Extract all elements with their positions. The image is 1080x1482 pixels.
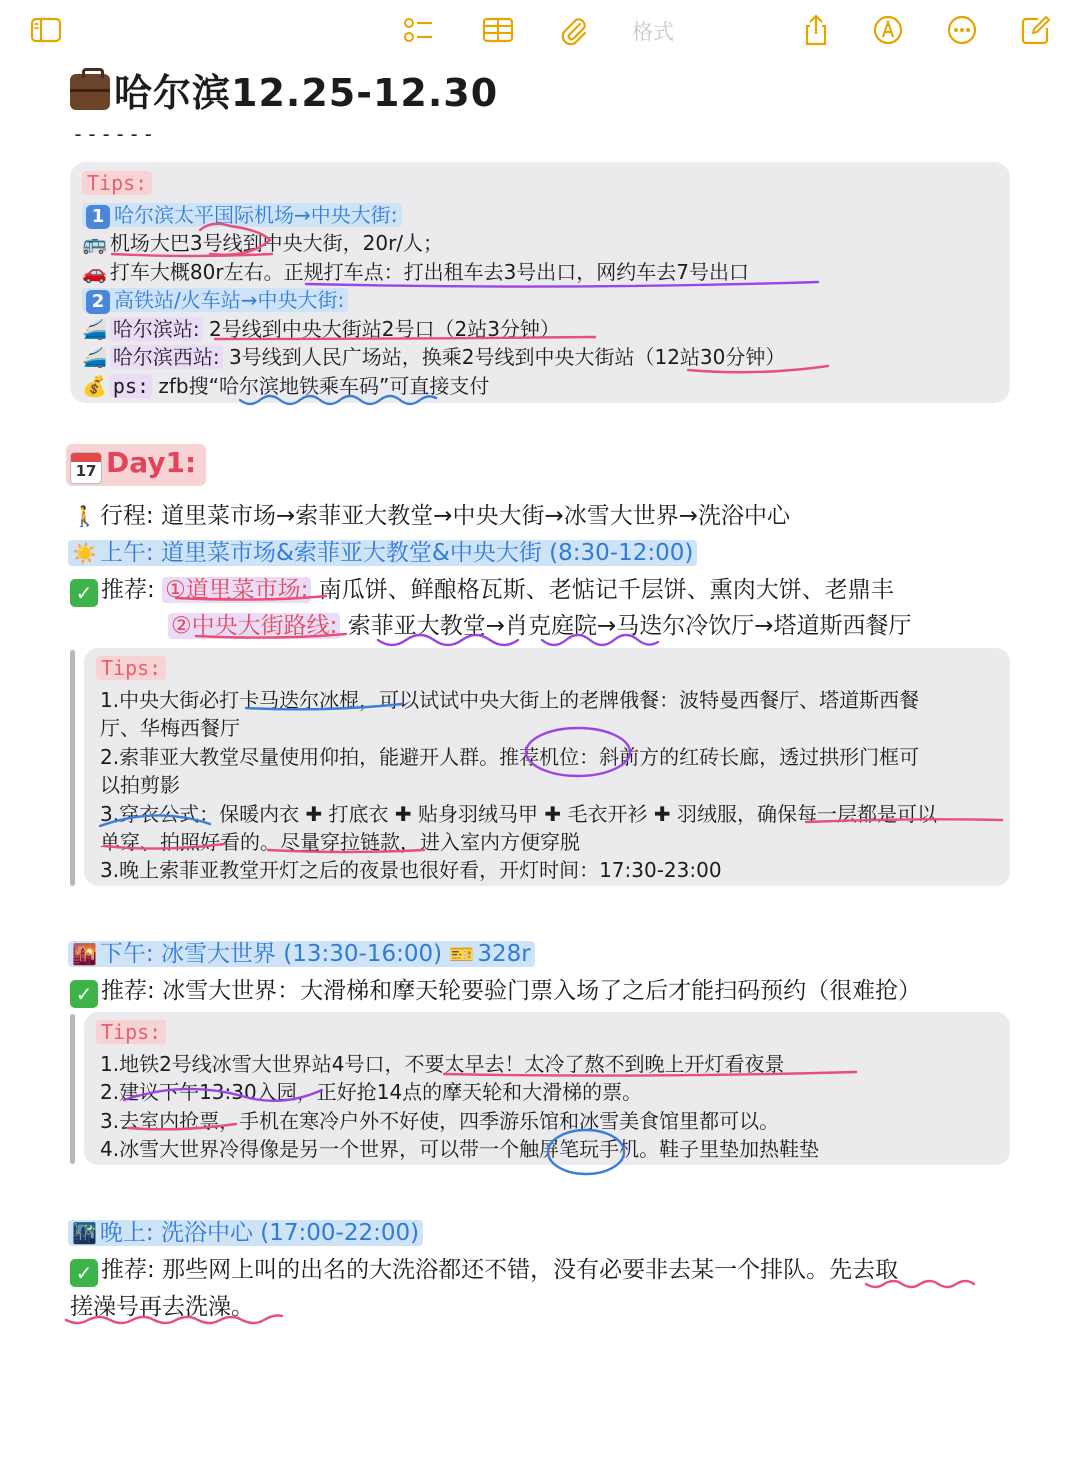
tip-line: 3.穿衣公式：保暖内衣 ✚ 打底衣 ✚ 贴身羽绒马甲 ✚ 毛衣开衫 ✚ 羽绒服，确保每一层都是可以	[100, 802, 937, 826]
tip-line: 厅、华梅西餐厅	[100, 716, 240, 740]
evening-rec-2: 搓澡号再去洗澡。	[70, 1294, 254, 1320]
tip-line: 3.去室内抢票，手机在寒冷户外不好使，四季游乐馆和冰雪美食馆里都可以。	[100, 1109, 780, 1133]
payment-line: 💰 ps: zfb搜“哈尔滨地铁乘车码”可直接支付	[82, 374, 490, 398]
quote-bar	[70, 650, 75, 886]
divider: ------	[72, 122, 157, 146]
train-icon: 🚄	[82, 317, 107, 341]
tips-label: Tips:	[82, 171, 152, 195]
day1-heading: 17 Day1:	[66, 444, 206, 486]
attachment-icon[interactable]	[553, 10, 593, 50]
tip-line: 4.冰雪大世界冷得像是另一个世界，可以带一个触屏笔玩手机。鞋子里垫加热鞋垫	[100, 1137, 820, 1161]
compose-icon[interactable]	[1016, 10, 1056, 50]
money-bag-icon: 💰	[82, 374, 107, 398]
calendar-icon: 17	[70, 452, 102, 484]
taxi-line: 🚗 打车大概80r左右。正规打车点：打出租车去3号出口，网约车去7号出口	[82, 260, 750, 284]
check-icon: ✓	[70, 1259, 98, 1287]
tips-label: Tips:	[96, 656, 166, 680]
airport-bus-line: 🚌 机场大巴3号线到中央大街，20r/人；	[82, 231, 444, 255]
train-icon: 🚄	[82, 345, 107, 369]
morning-rec-2: ②中央大街路线: 索菲亚大教堂→肖克庭院→马迭尔冷饮厅→塔道斯西餐厅	[168, 607, 912, 640]
bus-icon: 🚌	[82, 231, 107, 255]
morning-heading: ☀️ 上午: 道里菜市场&索菲亚大教堂&中央大街 (8:30-12:00)	[68, 534, 697, 567]
tip-line: 2.建议下午13:30入园，正好抢14点的摩天轮和大滑梯的票。	[100, 1080, 643, 1104]
share-icon[interactable]	[796, 10, 836, 50]
night-city-icon: 🌃	[72, 1221, 97, 1245]
check-icon: ✓	[70, 980, 98, 1008]
harbin-station-line: 🚄 哈尔滨站: 2号线到中央大街站2号口（2站3分钟）	[82, 317, 560, 341]
route-line: 🚶 行程: 道里菜市场→索菲亚大教堂→中央大街→冰雪大世界→洗浴中心	[72, 503, 791, 529]
note-title[interactable]	[70, 62, 498, 117]
section-train: 2 高铁站/火车站→中央大街:	[82, 284, 348, 314]
tip-line: 以拍剪影	[100, 773, 180, 797]
tip-line: 1.中央大街必打卡马迭尔冰棍，可以试试中央大街上的老牌俄餐：波特曼西餐厅、塔道斯西餐	[100, 688, 920, 712]
title-text: 哈尔滨12.25-12.30	[114, 71, 499, 115]
keycap-1-icon: 1	[86, 205, 110, 229]
checklist-icon[interactable]	[398, 10, 438, 50]
tip-line: 1.地铁2号线冰雪大世界站4号口，不要太早去！太冷了熬不到晚上开灯看夜景	[100, 1052, 785, 1076]
keycap-2-icon: 2	[86, 290, 110, 314]
more-icon[interactable]	[942, 10, 982, 50]
morning-rec-1: ✓ 推荐: ①道里菜市场: 南瓜饼、鲜酿格瓦斯、老惦记千层饼、熏肉大饼、老鼎丰	[70, 571, 894, 607]
sunset-city-icon: 🌇	[72, 942, 97, 966]
harbin-west-line: 🚄 哈尔滨西站: 3号线到人民广场站，换乘2号线到中央大街站（12站30分钟）	[82, 345, 786, 369]
sun-icon: ☀️	[72, 541, 97, 565]
briefcase-icon	[70, 74, 110, 110]
format-button[interactable]: 格式	[632, 20, 674, 44]
afternoon-heading: 🌇 下午: 冰雪大世界 (13:30-16:00) 🎫 328r	[68, 935, 535, 968]
sidebar-icon[interactable]	[26, 10, 66, 50]
afternoon-rec: ✓ 推荐: 冰雪大世界：大滑梯和摩天轮要验门票入场了之后才能扫码预约（很难抢）	[70, 972, 921, 1008]
car-icon: 🚗	[82, 260, 107, 284]
tip-line: 3.晚上索菲亚教堂开灯之后的夜景也很好看，开灯时间：17:30-23:00	[100, 858, 722, 882]
notes-toolbar	[0, 0, 1080, 60]
evening-rec-1: ✓ 推荐: 那些网上叫的出名的大洗浴都还不错，没有必要非去某一个排队。先去取	[70, 1251, 898, 1287]
tip-line: 2.索菲亚大教堂尽量使用仰拍，能避开人群。推荐机位：斜前方的红砖长廊，透过拱形门框可	[100, 745, 920, 769]
tips-label: Tips:	[96, 1020, 166, 1044]
table-icon[interactable]	[478, 10, 518, 50]
ticket-icon: 🎫	[449, 942, 475, 966]
tip-line: 单穿、拍照好看的。尽量穿拉链款，进入室内方便穿脱	[100, 830, 580, 854]
quote-bar	[70, 1014, 75, 1164]
check-icon: ✓	[70, 579, 98, 607]
walking-person-icon: 🚶	[72, 504, 97, 528]
markup-icon[interactable]	[868, 10, 908, 50]
evening-heading: 🌃 晚上: 洗浴中心 (17:00-22:00)	[68, 1214, 423, 1247]
section-airport: 1 哈尔滨太平国际机场→中央大街:	[82, 199, 402, 229]
